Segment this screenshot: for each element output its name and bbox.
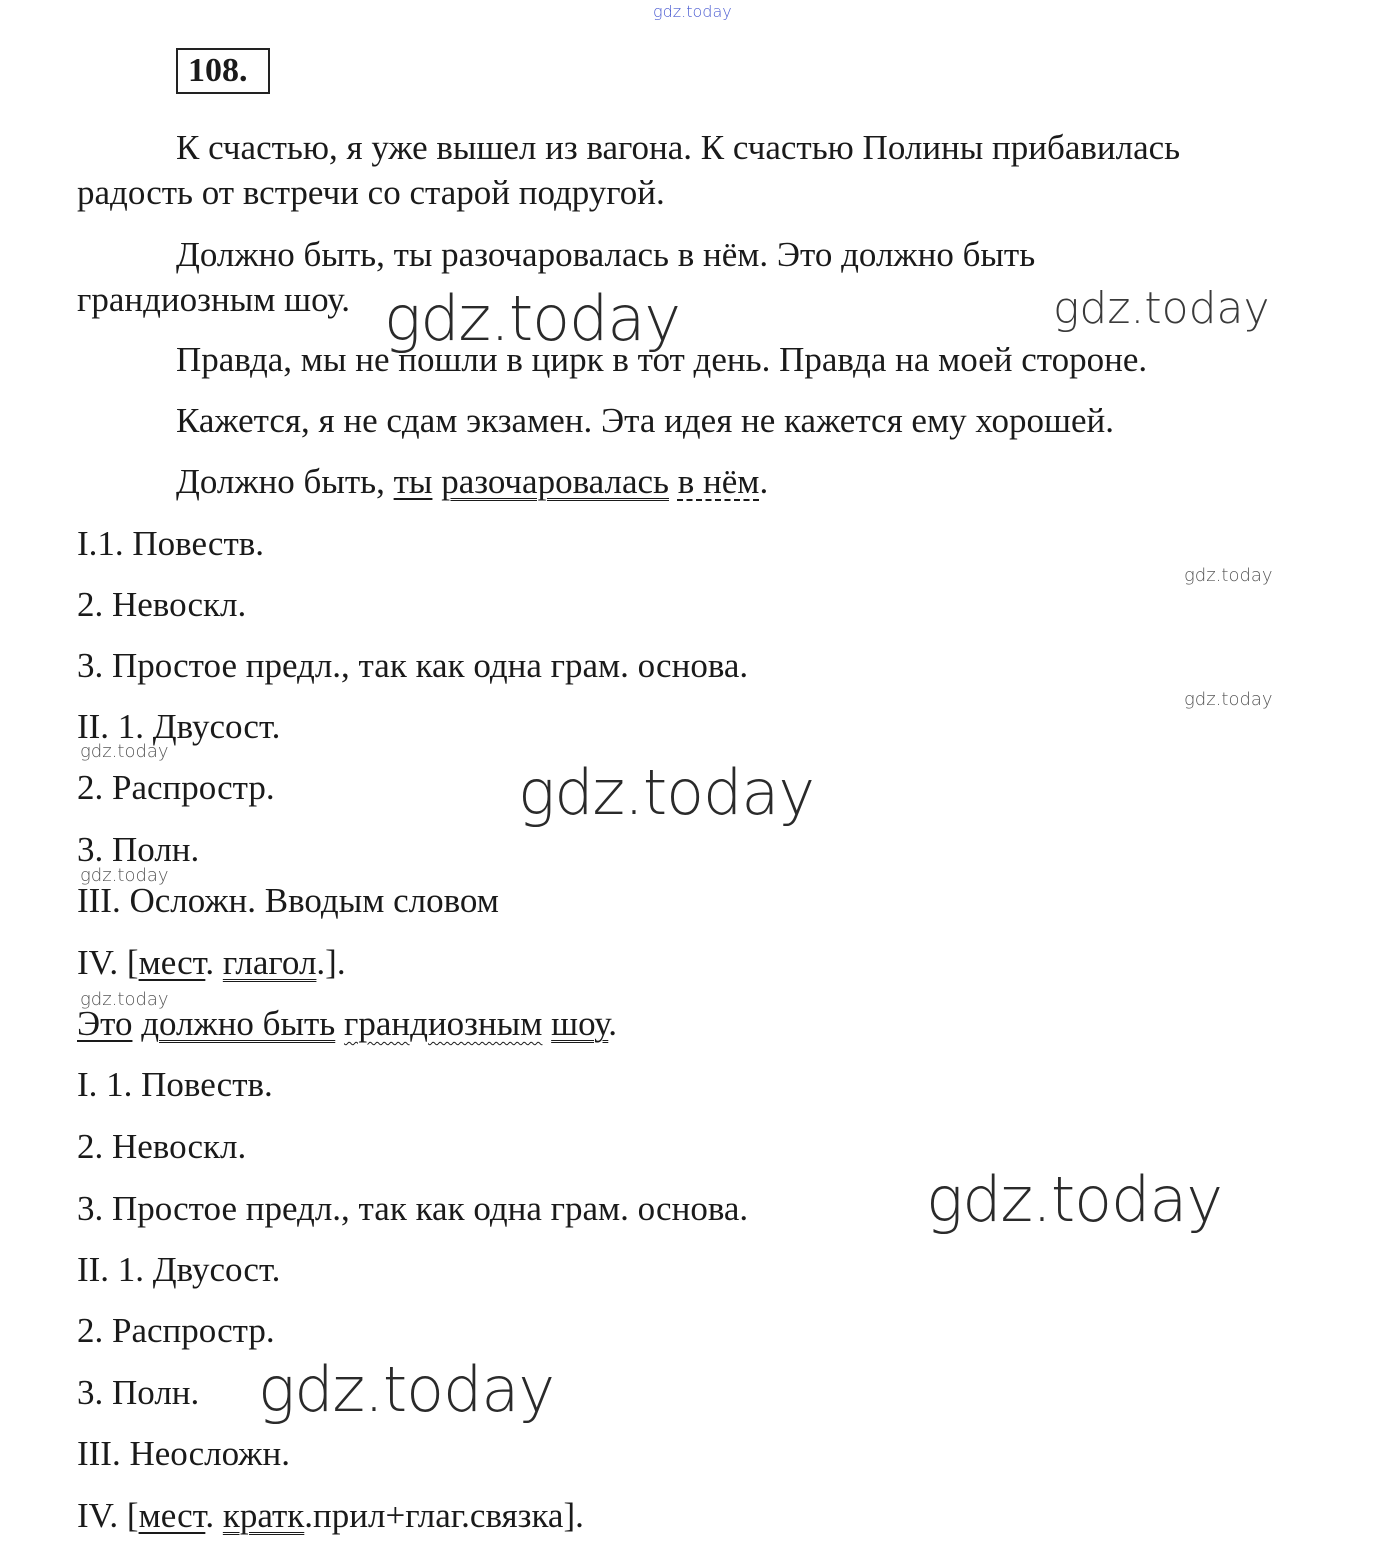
period: .	[759, 462, 769, 501]
watermark-top: gdz.today	[653, 2, 732, 21]
analysis-2-item: III. Неосложн.	[77, 1434, 290, 1473]
analysis-2-item: I. 1. Повеств.	[77, 1065, 273, 1104]
analysis-2-item: 3. Простое предл., так как одна грам. основа.	[77, 1189, 749, 1228]
analysis-1-item: II. 1. Двусост.	[77, 707, 281, 746]
watermark: gdz.today	[258, 1353, 555, 1426]
watermark: gdz.today	[518, 756, 815, 829]
watermark: gdz.today	[384, 282, 681, 355]
intro-words: Должно быть,	[176, 462, 394, 501]
analysis-1-sentence	[176, 462, 768, 502]
watermark: gdz.today	[80, 865, 169, 886]
analysis-2-item: 2. Невоскл.	[77, 1127, 247, 1166]
watermark: gdz.today	[1184, 565, 1273, 586]
analysis-1-scheme	[77, 943, 346, 983]
scheme-rest: .прил+глаг.связка].	[304, 1496, 584, 1535]
paragraph-2-line-1: Должно быть, ты разочаровалась в нём. Это должно быть	[176, 235, 1036, 274]
predicate-word: разочаровалась	[441, 462, 669, 501]
analysis-2-sentence	[77, 1004, 617, 1044]
space	[669, 462, 678, 501]
analysis-2-scheme	[77, 1496, 584, 1536]
analysis-2-item: II. 1. Двусост.	[77, 1250, 281, 1289]
analysis-1-item: 2. Распростр.	[77, 768, 275, 807]
scheme-subject: мест	[138, 943, 206, 982]
scheme-open: IV. [	[77, 1496, 139, 1535]
watermark: gdz.today	[80, 989, 169, 1010]
analysis-1-item: 3. Полн.	[77, 830, 200, 869]
object-word: в нём	[677, 462, 760, 501]
paragraph-2-line-2: грандиозным шоу.	[77, 280, 350, 319]
watermark: gdz.today	[80, 741, 169, 762]
analysis-1-item: 2. Невоскл.	[77, 585, 247, 624]
subject-word: Это	[77, 1004, 133, 1043]
paragraph-3: Правда, мы не пошли в цирк в тот день. Правда на моей стороне.	[176, 340, 1148, 379]
exercise-number: 108.	[176, 48, 270, 94]
attribute-word: грандиозным	[344, 1004, 543, 1043]
analysis-1-item: 3. Простое предл., так как одна грам. основа.	[77, 646, 749, 685]
scheme-predicate: кратк	[222, 1496, 305, 1535]
analysis-2-item: 2. Распростр.	[77, 1311, 275, 1350]
scheme-predicate: глагол	[222, 943, 317, 982]
scheme-subject: мест	[138, 1496, 206, 1535]
analysis-1-item: III. Осложн. Вводым словом	[77, 881, 499, 920]
predicate-noun: шоу	[551, 1004, 609, 1043]
paragraph-4: Кажется, я не сдам экзамен. Эта идея не кажется ему хорошей.	[176, 401, 1114, 440]
analysis-1-item: I.1. Повеств.	[77, 524, 265, 563]
period: .	[608, 1004, 618, 1043]
scheme-close: .].	[316, 943, 346, 982]
paragraph-1-line-2: радость от встречи со старой подругой.	[77, 173, 665, 212]
watermark: gdz.today	[1184, 689, 1273, 710]
subject-word: ты	[393, 462, 433, 501]
analysis-2-item: 3. Полн.	[77, 1373, 200, 1412]
watermark: gdz.today	[1053, 283, 1270, 334]
space	[542, 1004, 551, 1043]
predicate-word: должно быть	[141, 1004, 336, 1043]
space	[432, 462, 441, 501]
scheme-dot: .	[205, 943, 223, 982]
paragraph-1-line-1: К счастью, я уже вышел из вагона. К счастью Полины прибавилась	[176, 128, 1181, 167]
scheme-open: IV. [	[77, 943, 139, 982]
space	[335, 1004, 344, 1043]
scheme-dot: .	[205, 1496, 223, 1535]
watermark: gdz.today	[926, 1163, 1223, 1236]
